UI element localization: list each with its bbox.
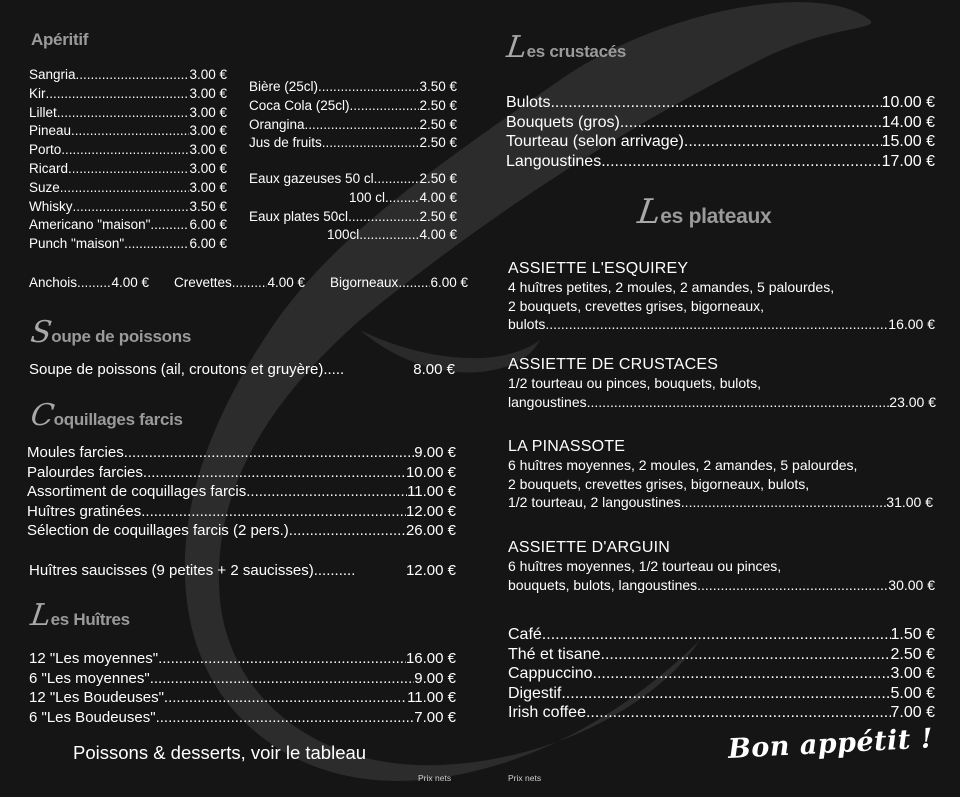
item-name: 100cl (327, 227, 360, 243)
menu-item (249, 189, 457, 208)
item-price: 2.50 € (419, 208, 457, 224)
plateau-item (508, 437, 933, 512)
item-price: 17.00 € (881, 152, 935, 170)
item-name: Porto (29, 142, 62, 158)
item-price: 3.50 € (189, 198, 227, 214)
plateau-desc: 2 bouquets, crevettes grises, bigorneaux, bulots, (508, 475, 810, 492)
menu-item (29, 141, 227, 160)
item-name: Digestif (508, 684, 562, 702)
menu-item (27, 502, 456, 522)
item-price: 2.50 € (890, 645, 935, 663)
menu-item (29, 160, 227, 179)
item-name: Sangria (29, 67, 76, 82)
menu-item (508, 645, 935, 665)
item-name: Sélection de coquillages farcis (2 pers.) (27, 522, 289, 539)
menu-item (29, 179, 227, 198)
item-price: 11.00 € (407, 483, 456, 500)
plateau-desc: 6 huîtres moyennes, 2 moules, 2 amandes, 5 palourdes, (508, 457, 858, 473)
coquillages-extra (29, 561, 456, 581)
menu-item (249, 170, 457, 189)
aperitif-list-2a (249, 78, 457, 153)
soupe-title: Soupe de poissons (28, 315, 191, 350)
item-price: 10.00 € (881, 94, 935, 111)
menu-item (249, 78, 457, 97)
item-name: Moules farcies (27, 444, 124, 461)
menu-item (29, 85, 227, 104)
item-name: Americano "maison" (29, 217, 151, 233)
snack-price: 6.00 € (430, 275, 468, 290)
item-name: 12 "Les Boudeuses" (29, 689, 164, 706)
item-name: Orangina (249, 116, 305, 132)
plateau-desc: 1/2 tourteau ou pinces, bouquets, bulots, (508, 375, 761, 391)
item-name: 12 "Les moyennes" (29, 650, 159, 667)
item-name: Bouquets (gros) (506, 113, 620, 131)
snack-item (174, 274, 305, 293)
item-price: 3.50 € (419, 79, 457, 94)
item-price: 3.00 € (189, 179, 227, 195)
item-name: 100 cl (349, 189, 386, 205)
item-price: 26.00 € (405, 522, 456, 539)
boissons-chaudes-list (508, 625, 935, 723)
item-price: 3.00 € (189, 67, 227, 82)
item-price: 14.00 € (881, 113, 935, 131)
item-price: 5.00 € (890, 684, 935, 702)
plateau-desc: 4 huîtres petites, 2 moules, 2 amandes, 5 palourdes, (508, 279, 835, 295)
item-name: Lillet (29, 104, 57, 120)
plateau-desc: 6 huîtres moyennes, 1/2 tourteau ou pinces, (508, 558, 782, 574)
footer-note: Poissons & desserts, voir le tableau (73, 742, 367, 763)
menu-item (249, 208, 457, 227)
item-name: Kir (29, 85, 46, 101)
item-name: Assortiment de coquillages farcis (27, 483, 247, 500)
item-price: 3.00 € (890, 665, 935, 683)
snack-name: Bigorneaux (330, 275, 399, 290)
snack-name: Crevettes (174, 275, 232, 290)
item-price: 12.00 € (405, 562, 456, 579)
plateau-item (508, 538, 935, 594)
snack-name: Anchois (29, 275, 78, 290)
item-price: 15.00 € (881, 133, 935, 151)
snack-price: 4.00 € (111, 275, 149, 290)
menu-item (27, 463, 456, 483)
item-name: Café (508, 626, 542, 643)
item-name: Eaux gazeuses 50 cl (249, 171, 374, 186)
item-name: Ricard (29, 160, 69, 176)
prix-nets-left: Prix nets (418, 773, 452, 783)
snack-item (29, 274, 149, 293)
item-price: 7.00 € (890, 704, 935, 722)
item-price: 4.00 € (419, 189, 457, 205)
item-name: Huîtres saucisses (9 petites + 2 saucisses) (29, 562, 314, 579)
item-name: Pineau (29, 123, 72, 139)
item-price: 3.00 € (189, 142, 227, 158)
menu-item (29, 198, 227, 217)
item-name: Eaux plates 50cl (249, 208, 349, 224)
plateau-price: 31.00 € (886, 494, 933, 510)
aperitif-list-1 (29, 66, 227, 254)
item-price: 10.00 € (405, 463, 456, 481)
coquillages-list (27, 443, 456, 541)
item-name: Tourteau (selon arrivage) (506, 133, 684, 151)
item-price: 16.00 € (405, 650, 456, 667)
menu-item (508, 664, 935, 684)
item-price: 6.00 € (189, 217, 227, 233)
soupe-item (29, 360, 455, 380)
item-name: Soupe de poissons (ail, croutons et gruyère) (29, 361, 324, 378)
snack-item (330, 274, 468, 293)
item-name: Palourdes farcies (27, 463, 143, 481)
plateau-desc: 2 bouquets, crevettes grises, bigorneaux, (508, 297, 765, 314)
bon-appetit-signature: Bon appétit ! (727, 723, 934, 765)
item-name: Punch "maison" (29, 236, 125, 252)
menu-item (27, 443, 456, 463)
snack-price: 4.00 € (267, 275, 305, 290)
item-price: 2.50 € (419, 135, 457, 151)
item-name: Jus de fruits (249, 135, 322, 151)
item-price: 9.00 € (414, 444, 456, 461)
menu-item (29, 649, 456, 669)
item-name: Bulots (506, 94, 551, 111)
menu-item (506, 113, 935, 133)
plateau-item (508, 355, 936, 411)
menu-item (249, 226, 457, 245)
plateau-title: LA PINASSOTE (508, 438, 626, 455)
plateau-title: ASSIETTE DE CRUSTACES (508, 356, 719, 373)
item-price: 12.00 € (405, 502, 456, 520)
item-price: 3.00 € (189, 123, 227, 139)
menu-item (508, 625, 935, 645)
item-name: Langoustines (506, 152, 602, 170)
menu-item (506, 93, 935, 113)
prix-nets-right: Prix nets (508, 773, 542, 783)
item-name: Coca Cola (25cl) (249, 97, 350, 113)
plateau-item (508, 259, 935, 334)
menu-item (27, 482, 456, 502)
item-price: 2.50 € (419, 171, 457, 186)
item-price: 1.50 € (890, 626, 935, 643)
item-price: 8.00 € (413, 361, 455, 378)
item-name: 6 "Les moyennes" (29, 669, 150, 687)
menu-item (508, 684, 935, 704)
huitres-title: Les Huîtres (28, 598, 130, 633)
plateaux-title: Les plateaux (635, 192, 772, 232)
item-price: 7.00 € (414, 708, 456, 726)
menu-item (249, 97, 457, 116)
menu-item (29, 122, 227, 141)
plateau-last: bouquets, bulots, langoustines (508, 576, 698, 593)
item-price: 3.00 € (189, 104, 227, 120)
menu-item (249, 134, 457, 153)
menu-item (29, 688, 456, 708)
plateau-price: 23.00 € (889, 393, 936, 410)
item-price: 4.00 € (419, 227, 457, 243)
item-name: Cappuccino (508, 665, 593, 683)
item-name: Irish coffee (508, 704, 586, 722)
item-name: Bière (25cl) (249, 79, 319, 94)
menu-item (27, 521, 456, 541)
menu-item (249, 116, 457, 135)
item-name: 6 "Les Boudeuses" (29, 708, 156, 726)
menu-item (29, 216, 227, 235)
huitres-list (29, 649, 456, 727)
item-name: Whisky (29, 198, 73, 214)
item-name: Suze (29, 179, 60, 195)
crustaces-list (506, 93, 935, 171)
plateau-last: 1/2 tourteau, 2 langoustines (508, 494, 681, 510)
menu-item (506, 132, 935, 152)
item-name: Huîtres gratinées (27, 502, 142, 520)
menu-item (29, 669, 456, 689)
plateau-title: ASSIETTE L'ESQUIREY (508, 260, 689, 277)
item-price: 11.00 € (407, 689, 456, 706)
item-price: 3.00 € (189, 85, 227, 101)
aperitif-title: Apéritif (31, 30, 89, 49)
snacks-row (29, 274, 469, 294)
item-price: 2.50 € (419, 97, 457, 113)
item-price: 2.50 € (419, 116, 457, 132)
menu-item (29, 104, 227, 123)
plateau-last: bulots (508, 316, 546, 332)
menu-item (29, 708, 456, 728)
crustaces-title: Les crustacés (504, 30, 627, 65)
menu-item (508, 703, 935, 723)
plateau-last: langoustines (508, 393, 587, 410)
plateau-title: ASSIETTE D'ARGUIN (508, 539, 671, 556)
item-price: 6.00 € (189, 236, 227, 252)
menu-item (29, 66, 227, 85)
menu-item (29, 235, 227, 254)
plateau-price: 30.00 € (888, 576, 935, 593)
plateau-price: 16.00 € (888, 316, 935, 332)
coquillages-title: Coquillages farcis (28, 398, 183, 433)
item-name: Thé et tisane (508, 645, 601, 663)
aperitif-list-2b (249, 170, 457, 245)
item-price: 9.00 € (414, 669, 456, 687)
menu-item (506, 152, 935, 172)
item-price: 3.00 € (189, 160, 227, 176)
